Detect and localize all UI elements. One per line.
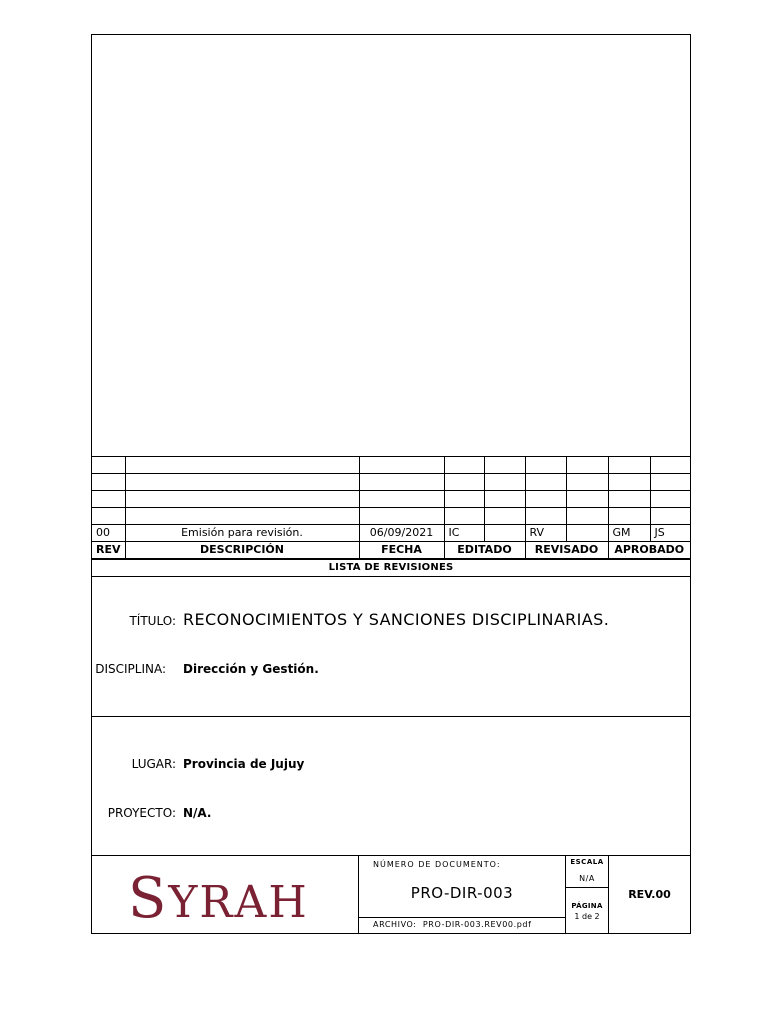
revision-cell-fecha [359, 474, 444, 491]
logo-cell [92, 856, 359, 934]
header-rev: REV [92, 542, 125, 559]
revision-value: REV.00 [628, 888, 671, 901]
revision-cell-revisado-a [525, 508, 566, 525]
revision-cell-revisado-a [525, 457, 566, 474]
title-block [92, 856, 690, 934]
revision-cell-editado-b [484, 457, 525, 474]
disciplina-label: DISCIPLINA: [95, 662, 166, 676]
location-section [92, 717, 690, 856]
revision-cell-editado-b [484, 508, 525, 525]
revision-cell-revisado-b [566, 508, 608, 525]
document-number: PRO-DIR-003 [410, 884, 514, 902]
revision-cell-fecha [359, 508, 444, 525]
revision-cell-rev [92, 474, 125, 491]
titulo-label: TÍTULO: [129, 614, 176, 628]
proyecto-label: PROYECTO: [107, 806, 176, 820]
revision-cell-descripcion [125, 491, 359, 508]
revision-row [92, 491, 690, 508]
revision-cell-editado-b [484, 491, 525, 508]
revision-row [92, 525, 690, 542]
revision-cell-editado-a [444, 457, 484, 474]
pagina-label: PÁGINA [571, 902, 603, 910]
title-section [92, 578, 690, 717]
revision-cell [609, 856, 690, 934]
header-revisado: REVISADO [525, 542, 608, 559]
archivo-label: ARCHIVO: [373, 920, 417, 929]
revision-cell-descripcion [125, 474, 359, 491]
revision-cell-aprobado-b [650, 491, 690, 508]
revision-cell-aprobado-a [608, 491, 650, 508]
document-number-cell [359, 856, 566, 934]
header-aprobado: APROBADO [608, 542, 690, 559]
revision-cell-aprobado-a: GM [608, 525, 650, 542]
revision-cell-descripcion: Emisión para revisión. [125, 525, 359, 542]
header-fecha: FECHA [359, 542, 444, 559]
numero-label: NÚMERO DE DOCUMENTO: [373, 860, 501, 869]
revision-cell-descripcion [125, 457, 359, 474]
revision-cell-aprobado-b [650, 508, 690, 525]
revision-cell-descripcion [125, 508, 359, 525]
revision-cell-rev [92, 508, 125, 525]
revision-cell-aprobado-b [650, 474, 690, 491]
lugar-value: Provincia de Jujuy [183, 757, 305, 771]
revision-cell-editado-b [484, 525, 525, 542]
revisions-caption: LISTA DE REVISIONES [92, 559, 690, 577]
disciplina-value: Dirección y Gestión. [183, 662, 319, 676]
revision-row [92, 508, 690, 525]
archivo-text [373, 920, 532, 929]
lugar-label: LUGAR: [131, 757, 176, 771]
revision-cell-rev [92, 457, 125, 474]
revision-cell-aprobado-a [608, 457, 650, 474]
revision-cell-editado-a [444, 491, 484, 508]
revision-cell-revisado-b [566, 474, 608, 491]
revision-cell-fecha [359, 457, 444, 474]
revision-cell-revisado-b [566, 491, 608, 508]
revision-cell-rev [92, 491, 125, 508]
logo-rest-letters: YRAH [168, 877, 309, 928]
revision-cell-editado-a: IC [444, 525, 484, 542]
revision-cell-revisado-b [566, 525, 608, 542]
revision-cell-editado-b [484, 474, 525, 491]
header-descripcion: DESCRIPCIÓN [125, 542, 359, 559]
archivo-value: PRO-DIR-003.REV00.pdf [422, 920, 532, 929]
revision-cell-fecha: 06/09/2021 [359, 525, 444, 542]
syrah-logo [128, 864, 309, 938]
proyecto-value: N/A. [183, 806, 212, 820]
pagina-value: 1 de 2 [574, 912, 600, 921]
escala-pagina-cell [566, 856, 609, 934]
revisions-table [92, 456, 690, 559]
escala-value: N/A [579, 874, 595, 883]
revision-cell-fecha [359, 491, 444, 508]
escala-label: ESCALA [570, 858, 604, 866]
revision-row [92, 457, 690, 474]
revision-cell-rev: 00 [92, 525, 125, 542]
document-frame [91, 34, 691, 934]
revision-cell-aprobado-b: JS [650, 525, 690, 542]
revision-cell-revisado-a [525, 474, 566, 491]
revision-cell-aprobado-a [608, 508, 650, 525]
revision-row [92, 474, 690, 491]
revision-cell-editado-a [444, 508, 484, 525]
revision-cell-revisado-a [525, 491, 566, 508]
revision-cell-aprobado-b [650, 457, 690, 474]
revision-cell-aprobado-a [608, 474, 650, 491]
revisions-block [92, 456, 690, 577]
revision-cell-revisado-b [566, 457, 608, 474]
revisions-header-row [92, 542, 690, 559]
document-title: RECONOCIMIENTOS Y SANCIONES DISCIPLINARIAS. [183, 610, 610, 629]
revision-cell-editado-a [444, 474, 484, 491]
escala-divider [566, 887, 608, 888]
logo-first-letter: S [128, 866, 169, 931]
revision-cell-revisado-a: RV [525, 525, 566, 542]
header-editado: EDITADO [444, 542, 525, 559]
archivo-divider [359, 917, 565, 918]
